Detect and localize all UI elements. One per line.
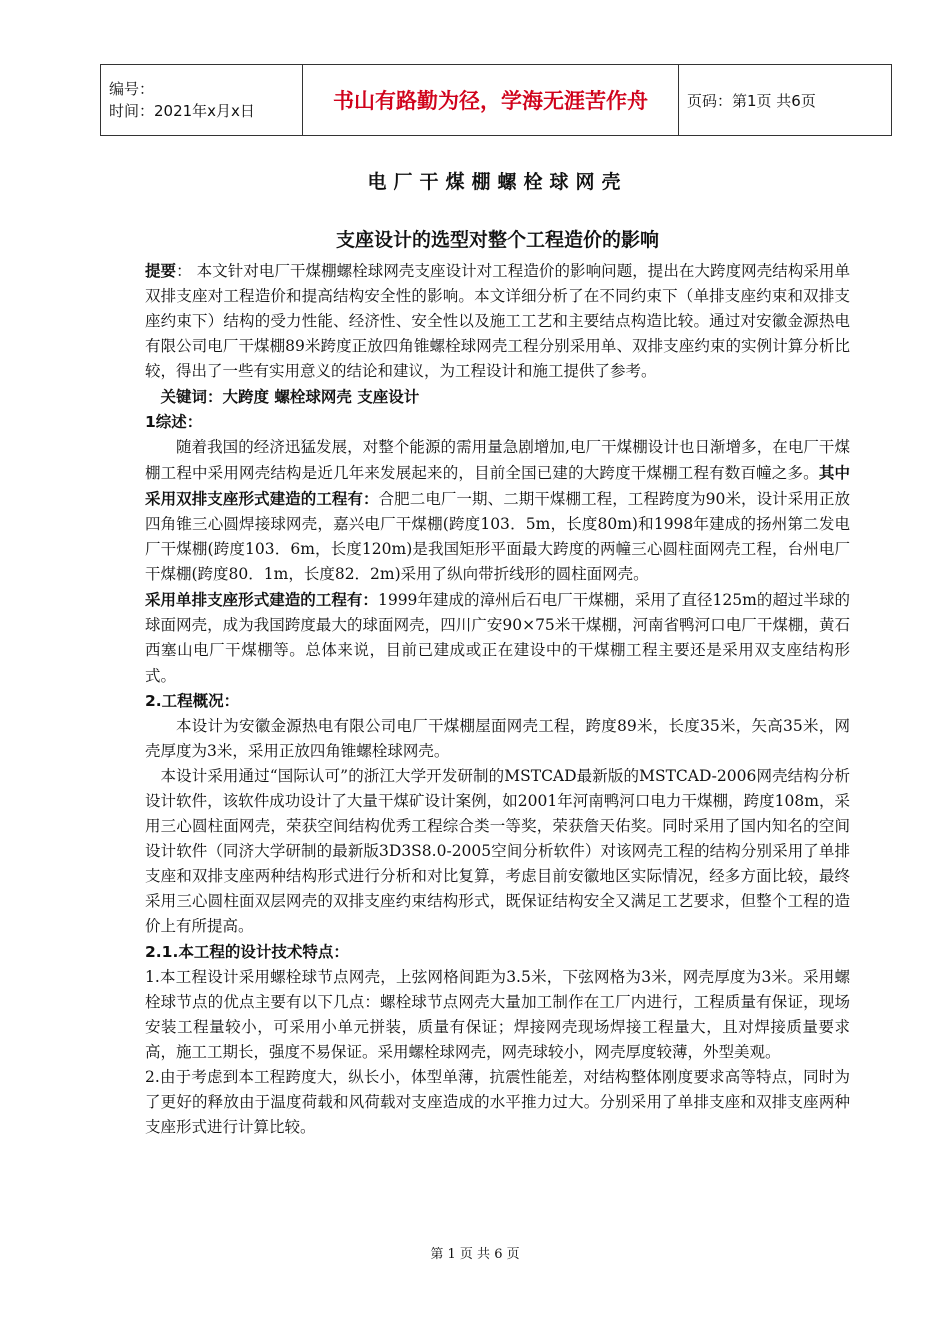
abstract-label: 提要 [145,261,177,280]
section-2-1-paragraph-2: 2.由于考虑到本工程跨度大，纵长小，体型单薄，抗震性能差，对结构整体刚度要求高等特点，同时为了更好的释放由于温度荷载和风荷载对支座造成的水平推力过大。分别采用了单排支座和双排支座两种支座形式进行计算比较。 [145,1068,850,1137]
header-meta-cell [101,65,303,135]
header-table [100,64,892,136]
section-2-1-heading: 2.1.本工程的设计技术特点： [145,942,349,961]
abstract-text: ： 本文针对电厂干煤棚螺栓球网壳支座设计对工程造价的影响问题，提出在大跨度网壳结构采用单双排支座对工程造价和提高结构安全性的影响。本文详细分析了在不同约束下（单排支座约束和双排支座约束下）结构的受力性能、经济性、安全性以及施工工艺和主要结点构造比较。通过对安徽金源热电有限公司电厂干煤棚89米跨度正放四角锥螺栓球网壳工程分别采用单、双排支座约束的实例计算分析比较，得出了一些有实用意义的结论和建议，为工程设计和施工提供了参考。 [145,262,850,381]
s1-p1-bold: 其中采用双排支座形式建造的工程有： [145,462,850,508]
time-label: 时间：2021年x月x日 [109,102,255,120]
header-motto-cell [303,65,679,135]
section-2-paragraph-1: 本设计为安徽金源热电有限公司电厂干煤棚屋面网壳工程，跨度89米，长度35米，矢高35米，网壳厚度为3米，采用正放四角锥螺栓球网壳。 [145,716,850,760]
motto-text: 书山有路勤为径，学海无涯苦作舟 [333,89,648,113]
page-info: 页码：第1页 共6页 [687,91,816,110]
section-2-paragraph-2: 本设计采用通过“国际认可”的浙江大学开发研制的MSTCAD最新版的MSTCAD-2006网壳结构分析设计软件，该软件成功设计了大量干煤矿设计案例，如2001年河南鸭河口电力干煤棚，跨度108m，采用三心圆柱面网壳，荣获空间结构优秀工程综合类一等奖，荣获詹天佑奖。同时采用了国内知名的空间设计软件（同济大学研制的最新版3D3S8.0-2005空间分析软件）对该网壳工程的结构分别采用了单排支座和双排支座两种结构形式进行分析和对比复算，考虑目前安徽地区实际情况，经多方面比较，最终采用三心圆柱面双层网壳的双排支座约束结构形式，既保证结构安全又满足工艺要求，但整个工程的造价上有所提高。 [145,766,850,936]
document-subtitle: 支座设计的选型对整个工程造价的影响 [335,229,659,251]
section-1-paragraph-1 [145,435,850,588]
abstract-paragraph [145,258,850,384]
document-text [145,258,850,1140]
header-page-cell [679,65,891,135]
number-label: 编号： [109,80,155,98]
section-1-heading: 1综述： [145,412,203,431]
section-2-heading: 2.工程概况： [145,691,240,710]
section-2-1-paragraph-1: 1.本工程设计采用螺栓球节点网壳，上弦网格间距为3.5米，下弦网格为3米，网壳厚度为3米。采用螺栓球节点的优点主要有以下几点：螺栓球节点网壳大量加工制作在工厂内进行，工程质量有保证，现场安装工程量较小，可采用小单元拼装，质量有保证；焊接网壳现场焊接工程量大，且对焊接质量要求高，施工工期长，强度不易保证。采用螺栓球网壳，网壳球较小，网壳厚度较薄，外型美观。 [145,967,850,1061]
page-footer: 第 1 页 共 6 页 [430,1247,520,1262]
s1-p1-text-b: 合肥二电厂一期、二期干煤棚工程，工程跨度为90米，设计采用正放四角锥三心圆焊接球网壳，嘉兴电厂干煤棚(跨度103．5m，长度80m)和1998年建成的扬州第二发电厂干煤棚(跨度103．6m，长度120m)是我国矩形平面最大跨度的两幢三心圆柱面网壳工程，台州电厂干煤棚(跨度80．1m，长度82．2m)采用了纵向带折线形的圆柱面网壳。 [145,489,850,584]
s1-p2-text: 1999年建成的漳州后石电厂干煤棚，采用了直径125m的超过半球的球面网壳，成为我国跨度最大的球面网壳，四川广安90×75米干煤棚，河南省鸭河口电厂干煤棚，黄石西塞山电厂干煤棚等。总体来说，目前已建成或正在建设中的干煤棚工程主要还是采用双支座结构形式。 [145,591,850,685]
s1-p2-bold: 采用单排支座形式建造的工程有： [145,590,378,610]
keywords: 关键词：大跨度 螺栓球网壳 支座设计 [160,387,420,407]
document-title: 电厂干煤棚螺栓球网壳 [367,171,628,193]
section-1-paragraph-2 [145,587,850,688]
s1-p1-text-a: 随着我国的经济迅猛发展，对整个能源的需用量急剧增加,电厂干煤棚设计也日渐增多，在电厂干煤棚工程中采用网壳结构是近几年来发展起来的，目前全国已建的大跨度干煤棚工程有数百幢之多。 [145,437,850,482]
document-body [145,168,850,1140]
